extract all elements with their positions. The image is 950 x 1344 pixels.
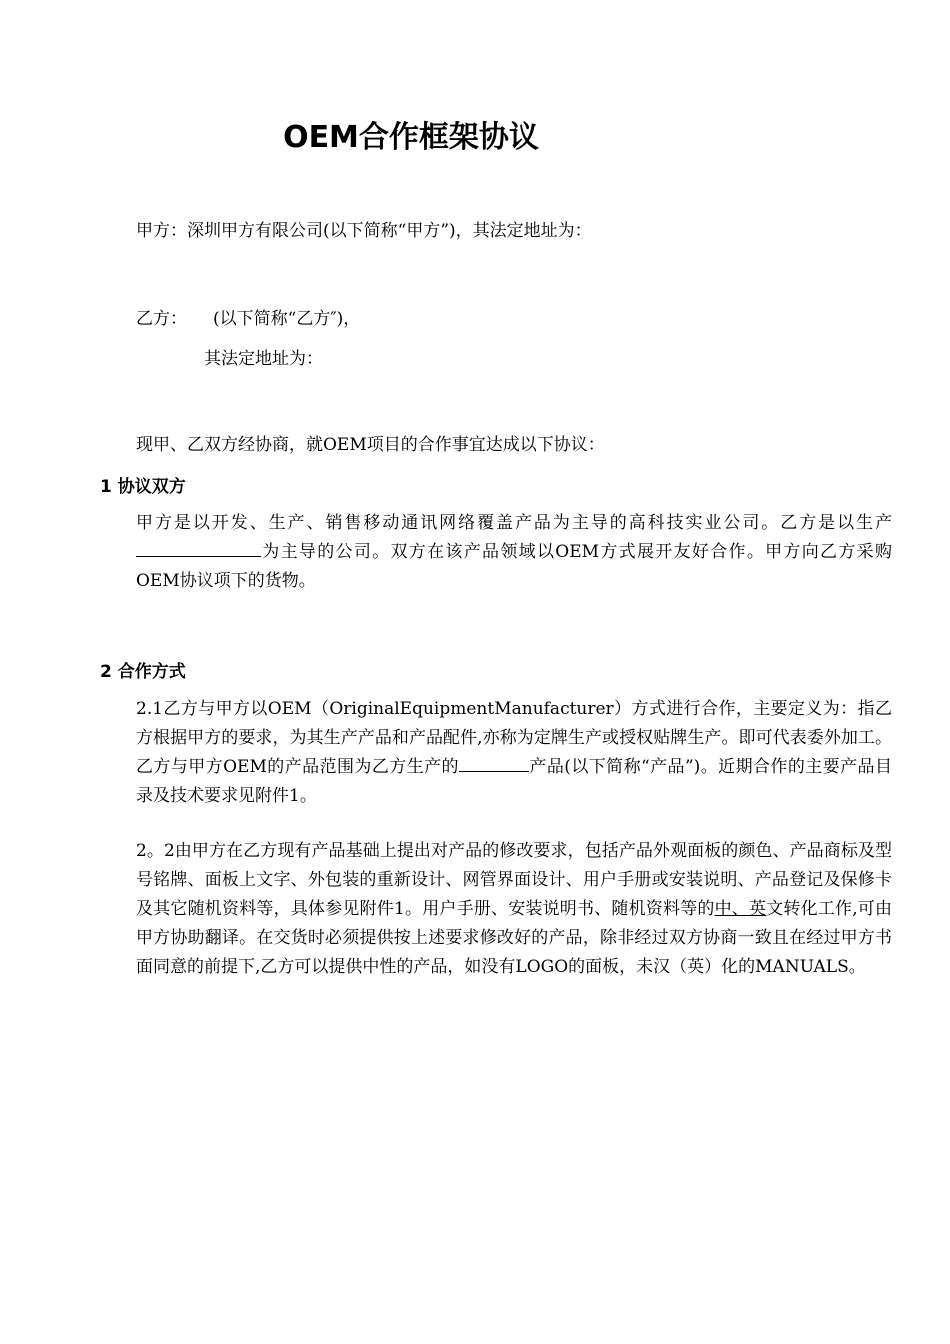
section-1-heading: 1 协议双方 bbox=[100, 477, 186, 497]
section-1-text-a: 甲方是以开发、生产、销售移动通讯网络覆盖产品为主导的高科技实业公司。乙方是以生产 bbox=[136, 513, 892, 533]
section-2-1-text-a: 2.1乙方与甲方以OEM（OriginalEquipmentManufacturer）方式进行合作，主要定义为：指乙方根据甲方的要求，为其生产产品和产品配件,亦称为定牌生产或授权贴牌生产。即可代表委外加工。乙方与甲方OEM的产品范围为乙方生产的 bbox=[136, 699, 892, 777]
section-2-1-paragraph bbox=[136, 695, 892, 811]
section-2-1-text-b: 产品(以下简称“产品”)。近期合作的主要产品目录及技术要求见附件1。 bbox=[136, 757, 892, 806]
product-range-blank bbox=[459, 753, 529, 772]
party-b-label: 乙方： bbox=[136, 309, 187, 329]
section-2-2-text-a: 2。2由甲方在乙方现有产品基础上提出对产品的修改要求，包括产品外观面板的颜色、产品商标及型号铭牌、面板上文字、外包装的重新设计、网管界面设计、用户手册或安装说明、产品登记及保修卡及其它随机资料等，具体参见附件1。用户手册、安装说明书、随机资料等的 bbox=[136, 841, 892, 919]
section-2-2-underlined: 中、英 bbox=[714, 899, 767, 919]
intro-text: 现甲、乙双方经协商，就OEM项目的合作事宜达成以下协议： bbox=[136, 435, 605, 455]
section-1-text-b: 为主导的公司。双方在该产品领域以OEM方式展开友好合作。甲方向乙方采购OEM协议项下的货物。 bbox=[136, 542, 892, 591]
party-b-line bbox=[136, 307, 360, 331]
product-blank bbox=[136, 538, 261, 557]
section-2-2-paragraph bbox=[136, 837, 892, 982]
party-b-address: 其法定地址为： bbox=[204, 349, 323, 369]
section-1-paragraph bbox=[136, 509, 892, 596]
party-b-abbrev: (以下简称“乙方″)， bbox=[213, 309, 361, 329]
section-2-heading: 2 合作方式 bbox=[100, 662, 186, 682]
document-title: OEM合作框架协议 bbox=[283, 120, 539, 155]
section-2-2-text-b: 文转化工作,可由甲方协助翻译。在交货时必须提供按上述要求修改好的产品，除非经过双方协商一致且在经过甲方书面同意的前提下,乙方可以提供中性的产品，如没有LOGO的面板，未汉（英）化的MANUALS。 bbox=[136, 899, 893, 977]
party-a-line: 甲方：深圳甲方有限公司(以下简称“甲方”)，其法定地址为： bbox=[136, 221, 592, 241]
